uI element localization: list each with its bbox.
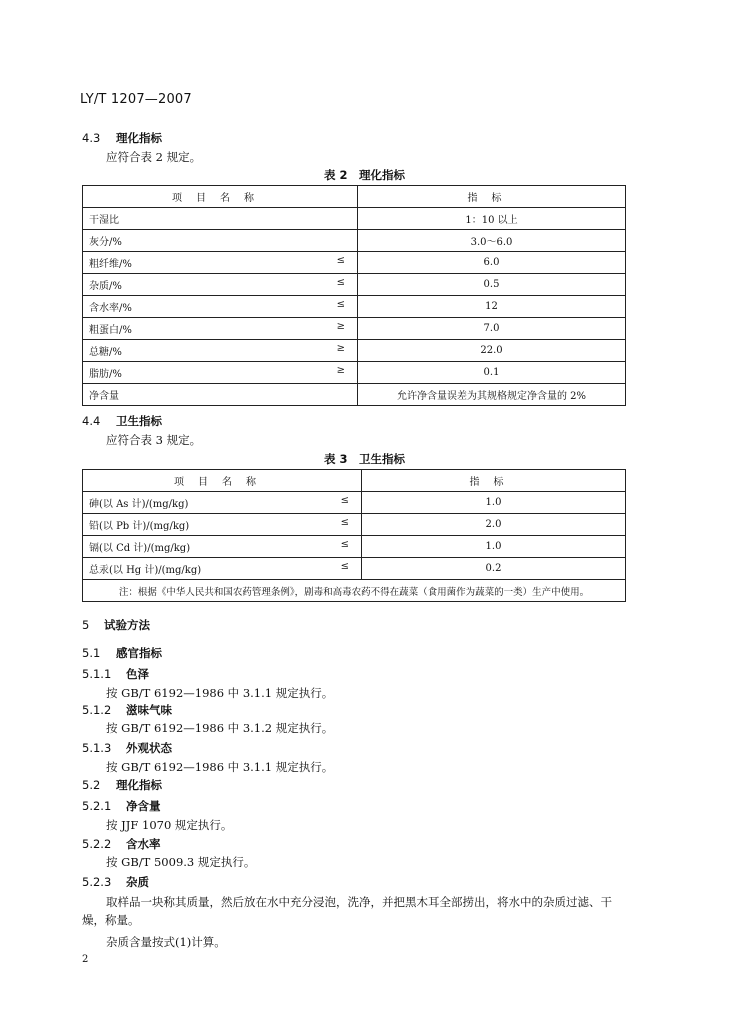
- column-header-item: 项目名称: [83, 186, 358, 208]
- item-value: 12: [358, 296, 626, 318]
- section-4-3-text: 应符合表 2 规定。: [106, 150, 202, 164]
- table-row: [83, 252, 626, 274]
- section-5-2-heading: [82, 777, 162, 793]
- section-5-1-2-heading: [82, 702, 172, 718]
- table-header-row: [83, 186, 626, 208]
- table-row: [83, 208, 626, 230]
- table-row: [83, 274, 626, 296]
- item-name: [83, 362, 358, 384]
- table3-hygiene: [82, 469, 626, 602]
- item-name-text: 粗纤维/%: [89, 259, 132, 270]
- table-row: [83, 514, 626, 536]
- table-row: [83, 340, 626, 362]
- comparison-symbol: ≤: [340, 517, 349, 528]
- comparison-symbol: ≤: [336, 277, 345, 288]
- item-value: 1：10 以上: [358, 208, 626, 230]
- section-number: 5: [82, 618, 90, 632]
- item-name-text: 脂肪/%: [89, 369, 122, 380]
- section-number: 5.1.3: [82, 741, 112, 755]
- section-title: 滋味气味: [126, 703, 172, 717]
- section-5-1-2-text: 按 GB/T 6192—1986 中 3.1.2 规定执行。: [106, 721, 334, 735]
- item-name: [83, 208, 358, 230]
- item-name-text: 杂质/%: [89, 281, 122, 292]
- section-5-1-3-heading: [82, 740, 172, 756]
- item-name-text: 净含量: [89, 391, 119, 402]
- table-row: [83, 362, 626, 384]
- section-5-2-1-text: 按 JJF 1070 规定执行。: [106, 818, 233, 832]
- table2-caption: 表 2 理化指标: [323, 168, 405, 182]
- item-value: 0.2: [362, 558, 626, 580]
- section-5-1-3-text: 按 GB/T 6192—1986 中 3.1.1 规定执行。: [106, 760, 334, 774]
- table-note-row: [83, 580, 626, 602]
- item-name: [83, 296, 358, 318]
- column-header-value: 指标: [358, 186, 626, 208]
- comparison-symbol: ≤: [340, 561, 349, 572]
- item-name-text: 铅(以 Pb 计)/(mg/kg): [89, 521, 190, 532]
- item-value: 6.0: [358, 252, 626, 274]
- section-4-3-heading: [82, 130, 162, 146]
- item-name: [83, 318, 358, 340]
- item-value: 0.5: [358, 274, 626, 296]
- section-5-2-1-heading: [82, 798, 161, 814]
- item-name-text: 总糖/%: [89, 347, 122, 358]
- item-value: 3.0～6.0: [358, 230, 626, 252]
- item-value: 0.1: [358, 362, 626, 384]
- table-row: [83, 536, 626, 558]
- standard-code-header: LY/T 1207—2007: [80, 92, 192, 107]
- section-5-2-3-heading: [82, 874, 149, 890]
- item-name: [83, 514, 362, 536]
- section-number: 5.2.1: [82, 799, 112, 813]
- item-name: [83, 252, 358, 274]
- section-title: 色泽: [126, 667, 149, 681]
- item-value: 1.0: [362, 492, 626, 514]
- section-5-2-2-text: 按 GB/T 5009.3 规定执行。: [106, 855, 256, 869]
- section-number: 5.1.1: [82, 667, 112, 681]
- table-row: [83, 318, 626, 340]
- item-name: [83, 230, 358, 252]
- item-name-text: 砷(以 As 计)/(mg/kg): [89, 499, 189, 510]
- table-note: 注：根据《中华人民共和国农药管理条例》，剧毒和高毒农药不得在蔬菜（食用菌作为蔬菜的一类）生产中使用。: [83, 580, 626, 602]
- comparison-symbol: ≥: [336, 321, 345, 332]
- section-5-2-2-heading: [82, 836, 161, 852]
- section-title: 含水率: [126, 837, 161, 851]
- comparison-symbol: ≤: [336, 255, 345, 266]
- section-number: 5.2.2: [82, 837, 112, 851]
- section-5-1-1-text: 按 GB/T 6192—1986 中 3.1.1 规定执行。: [106, 686, 334, 700]
- item-name: [83, 274, 358, 296]
- item-name-text: 粗蛋白/%: [89, 325, 132, 336]
- item-name: [83, 492, 362, 514]
- comparison-symbol: ≥: [336, 365, 345, 376]
- section-number: 5.1.2: [82, 703, 112, 717]
- table3-caption: 表 3 卫生指标: [323, 452, 405, 466]
- table-row: [83, 296, 626, 318]
- section-title: 理化指标: [116, 778, 162, 792]
- table2-physicochemical: [82, 185, 626, 406]
- section-5-2-3-text-line1: 取样品一块称其质量，然后放在水中充分浸泡，洗净，并把黑木耳全部捞出，将水中的杂质过滤、干: [106, 895, 612, 909]
- comparison-symbol: ≤: [340, 495, 349, 506]
- table-row: [83, 230, 626, 252]
- comparison-symbol: ≥: [336, 343, 345, 354]
- section-number: 5.2.3: [82, 875, 112, 889]
- table-header-row: [83, 470, 626, 492]
- section-title: 感官指标: [116, 646, 162, 660]
- item-name-text: 干湿比: [89, 215, 119, 226]
- section-4-4-text: 应符合表 3 规定。: [106, 433, 202, 447]
- section-number: 5.2: [82, 778, 101, 792]
- table-row: [83, 558, 626, 580]
- comparison-symbol: ≤: [336, 299, 345, 310]
- item-value: 22.0: [358, 340, 626, 362]
- item-value: 允许净含量误差为其规格规定净含量的 2%: [358, 384, 626, 406]
- section-title: 杂质: [126, 875, 149, 889]
- section-title: 理化指标: [116, 131, 162, 145]
- section-5-1-1-heading: [82, 666, 149, 682]
- table-row: [83, 492, 626, 514]
- comparison-symbol: ≤: [340, 539, 349, 550]
- section-number: 5.1: [82, 646, 101, 660]
- section-title: 净含量: [126, 799, 161, 813]
- column-header-item: 项目名称: [83, 470, 362, 492]
- section-title: 试验方法: [104, 618, 150, 632]
- item-name-text: 总汞(以 Hg 计)/(mg/kg): [89, 565, 202, 576]
- section-number: 4.4: [82, 414, 101, 428]
- item-name: [83, 536, 362, 558]
- item-name: [83, 384, 358, 406]
- section-5-2-3-text-line2: 燥，称量。: [82, 913, 140, 927]
- item-name: [83, 558, 362, 580]
- item-name-text: 镉(以 Cd 计)/(mg/kg): [89, 543, 191, 554]
- item-value: 7.0: [358, 318, 626, 340]
- item-name-text: 含水率/%: [89, 303, 132, 314]
- item-name: [83, 340, 358, 362]
- item-value: 1.0: [362, 536, 626, 558]
- section-title: 外观状态: [126, 741, 172, 755]
- table-row: [83, 384, 626, 406]
- item-value: 2.0: [362, 514, 626, 536]
- section-5-heading: [82, 617, 150, 633]
- item-name-text: 灰分/%: [89, 237, 122, 248]
- column-header-value: 指标: [362, 470, 626, 492]
- section-number: 4.3: [82, 131, 101, 145]
- section-5-1-heading: [82, 645, 162, 661]
- section-4-4-heading: [82, 413, 162, 429]
- section-5-2-3-text-line3: 杂质含量按式(1)计算。: [106, 935, 226, 949]
- section-title: 卫生指标: [116, 414, 162, 428]
- page-number: 2: [82, 954, 89, 965]
